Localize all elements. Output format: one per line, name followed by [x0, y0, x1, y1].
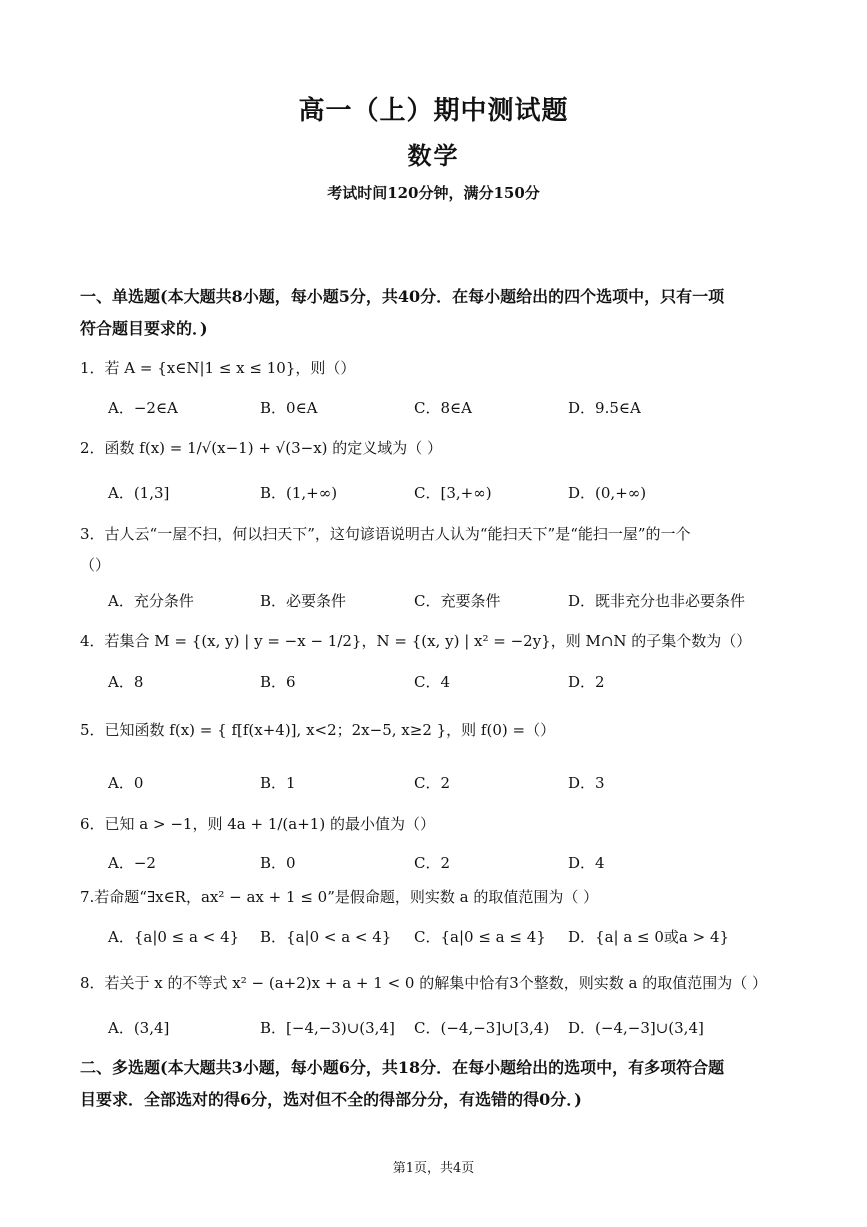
section2-line1: 二、多选题(本大题共3小题，每小题6分，共18分．在每小题给出的选项中，有多项符合题: [80, 1058, 725, 1077]
question-8-options: [108, 1016, 808, 1040]
section1-heading: [80, 282, 800, 344]
question-2-option-a: A．(1,3]: [108, 484, 170, 502]
section1-line1: 一、单选题(本大题共8小题，每小题5分，共40分．在每小题给出的四个选项中，只有一项: [80, 287, 725, 306]
question-4-stem: 4．若集合 M = {(x, y) | y = −x − 1/2}，N = {(x, y) | x² = −2y}，则 M∩N 的子集个数为（）: [80, 632, 752, 650]
question-2-option-c: C．[3,+∞): [414, 484, 492, 502]
question-3-stem-continued: （）: [80, 556, 111, 574]
question-7-option-d: D．{a| a ≤ 0或a > 4}: [568, 928, 730, 946]
question-1-option-a: A．−2∈A: [108, 399, 178, 417]
exam-title: 高一（上）期中测试题: [298, 96, 569, 126]
question-4-option-d: D．2: [568, 673, 605, 691]
question-6-option-d: D．4: [568, 854, 605, 872]
question-5-option-d: D．3: [568, 774, 605, 792]
question-6-option-c: C．2: [414, 854, 451, 872]
question-5-stem: 5．已知函数 f(x) = { f[f(x+4)], x<2；2x−5, x≥2 }，则 f(0) =（）: [80, 721, 556, 739]
question-3-stem: 3．古人云“一屋不扫，何以扫天下”，这句谚语说明古人认为“能扫天下”是“能扫一屋”的一个: [80, 525, 691, 543]
section1-line2: 符合题目要求的．): [80, 319, 208, 338]
question-3-option-a: A．充分条件: [108, 592, 194, 610]
question-5-option-a: A．0: [108, 774, 144, 792]
question-7-stem: 7.若命题“∃x∈R，ax² − ax + 1 ≤ 0”是假命题，则实数 a 的取值范围为（ ）: [80, 888, 599, 906]
question-5-option-c: C．2: [414, 774, 451, 792]
question-2-stem: 2．函数 f(x) = 1/√(x−1) + √(3−x) 的定义域为（ ）: [80, 439, 443, 457]
question-1-option-c: C．8∈A: [414, 399, 472, 417]
section2-line2: 目要求．全部选对的得6分，选对但不全的得部分分，有选错的得0分．): [80, 1090, 582, 1109]
question-4-option-a: A．8: [108, 673, 144, 691]
question-2-option-d: D．(0,+∞): [568, 484, 647, 502]
question-8-option-c: C．(−4,−3]∪[3,4): [414, 1019, 550, 1037]
question-7-option-b: B．{a|0 < a < 4}: [260, 928, 392, 946]
question-7-option-a: A．{a|0 ≤ a < 4}: [108, 928, 240, 946]
question-1-option-d: D．9.5∈A: [568, 399, 641, 417]
question-6-option-b: B．0: [260, 854, 296, 872]
question-3-options: [108, 589, 808, 613]
question-1-options: [108, 396, 808, 420]
question-8-option-d: D．(−4,−3]∪(3,4]: [568, 1019, 704, 1037]
question-8-option-b: B．[−4,−3)∪(3,4]: [260, 1019, 395, 1037]
question-7-option-c: C．{a|0 ≤ a ≤ 4}: [414, 928, 546, 946]
question-4-option-b: B．6: [260, 673, 296, 691]
question-1-stem: 1．若 A = {x∈N|1 ≤ x ≤ 10}，则（）: [80, 359, 356, 377]
question-3-option-c: C．充要条件: [414, 592, 501, 610]
question-4-option-c: C．4: [414, 673, 451, 691]
question-6-options: [108, 851, 808, 875]
question-3-option-d: D．既非充分也非必要条件: [568, 592, 746, 610]
question-2-options: [108, 481, 808, 505]
question-3-option-b: B．必要条件: [260, 592, 347, 610]
exam-info: 考试时间120分钟，满分150分: [327, 184, 540, 202]
subject-title: 数学: [407, 141, 460, 170]
section2-heading: [80, 1053, 800, 1115]
question-6-option-a: A．−2: [108, 854, 156, 872]
question-1-option-b: B．0∈A: [260, 399, 318, 417]
question-4-options: [108, 670, 808, 694]
question-6-stem: 6．已知 a > −1，则 4a + 1/(a+1) 的最小值为（）: [80, 815, 435, 833]
question-7-options: [108, 925, 808, 949]
question-2-option-b: B．(1,+∞): [260, 484, 338, 502]
question-5-options: [108, 771, 808, 795]
page-number: 第1页，共4页: [392, 1161, 475, 1176]
question-8-stem: 8．若关于 x 的不等式 x² − (a+2)x + a + 1 < 0 的解集中恰有3个整数，则实数 a 的取值范围为（ ）: [80, 974, 768, 992]
question-8-option-a: A．(3,4]: [108, 1019, 170, 1037]
question-5-option-b: B．1: [260, 774, 296, 792]
